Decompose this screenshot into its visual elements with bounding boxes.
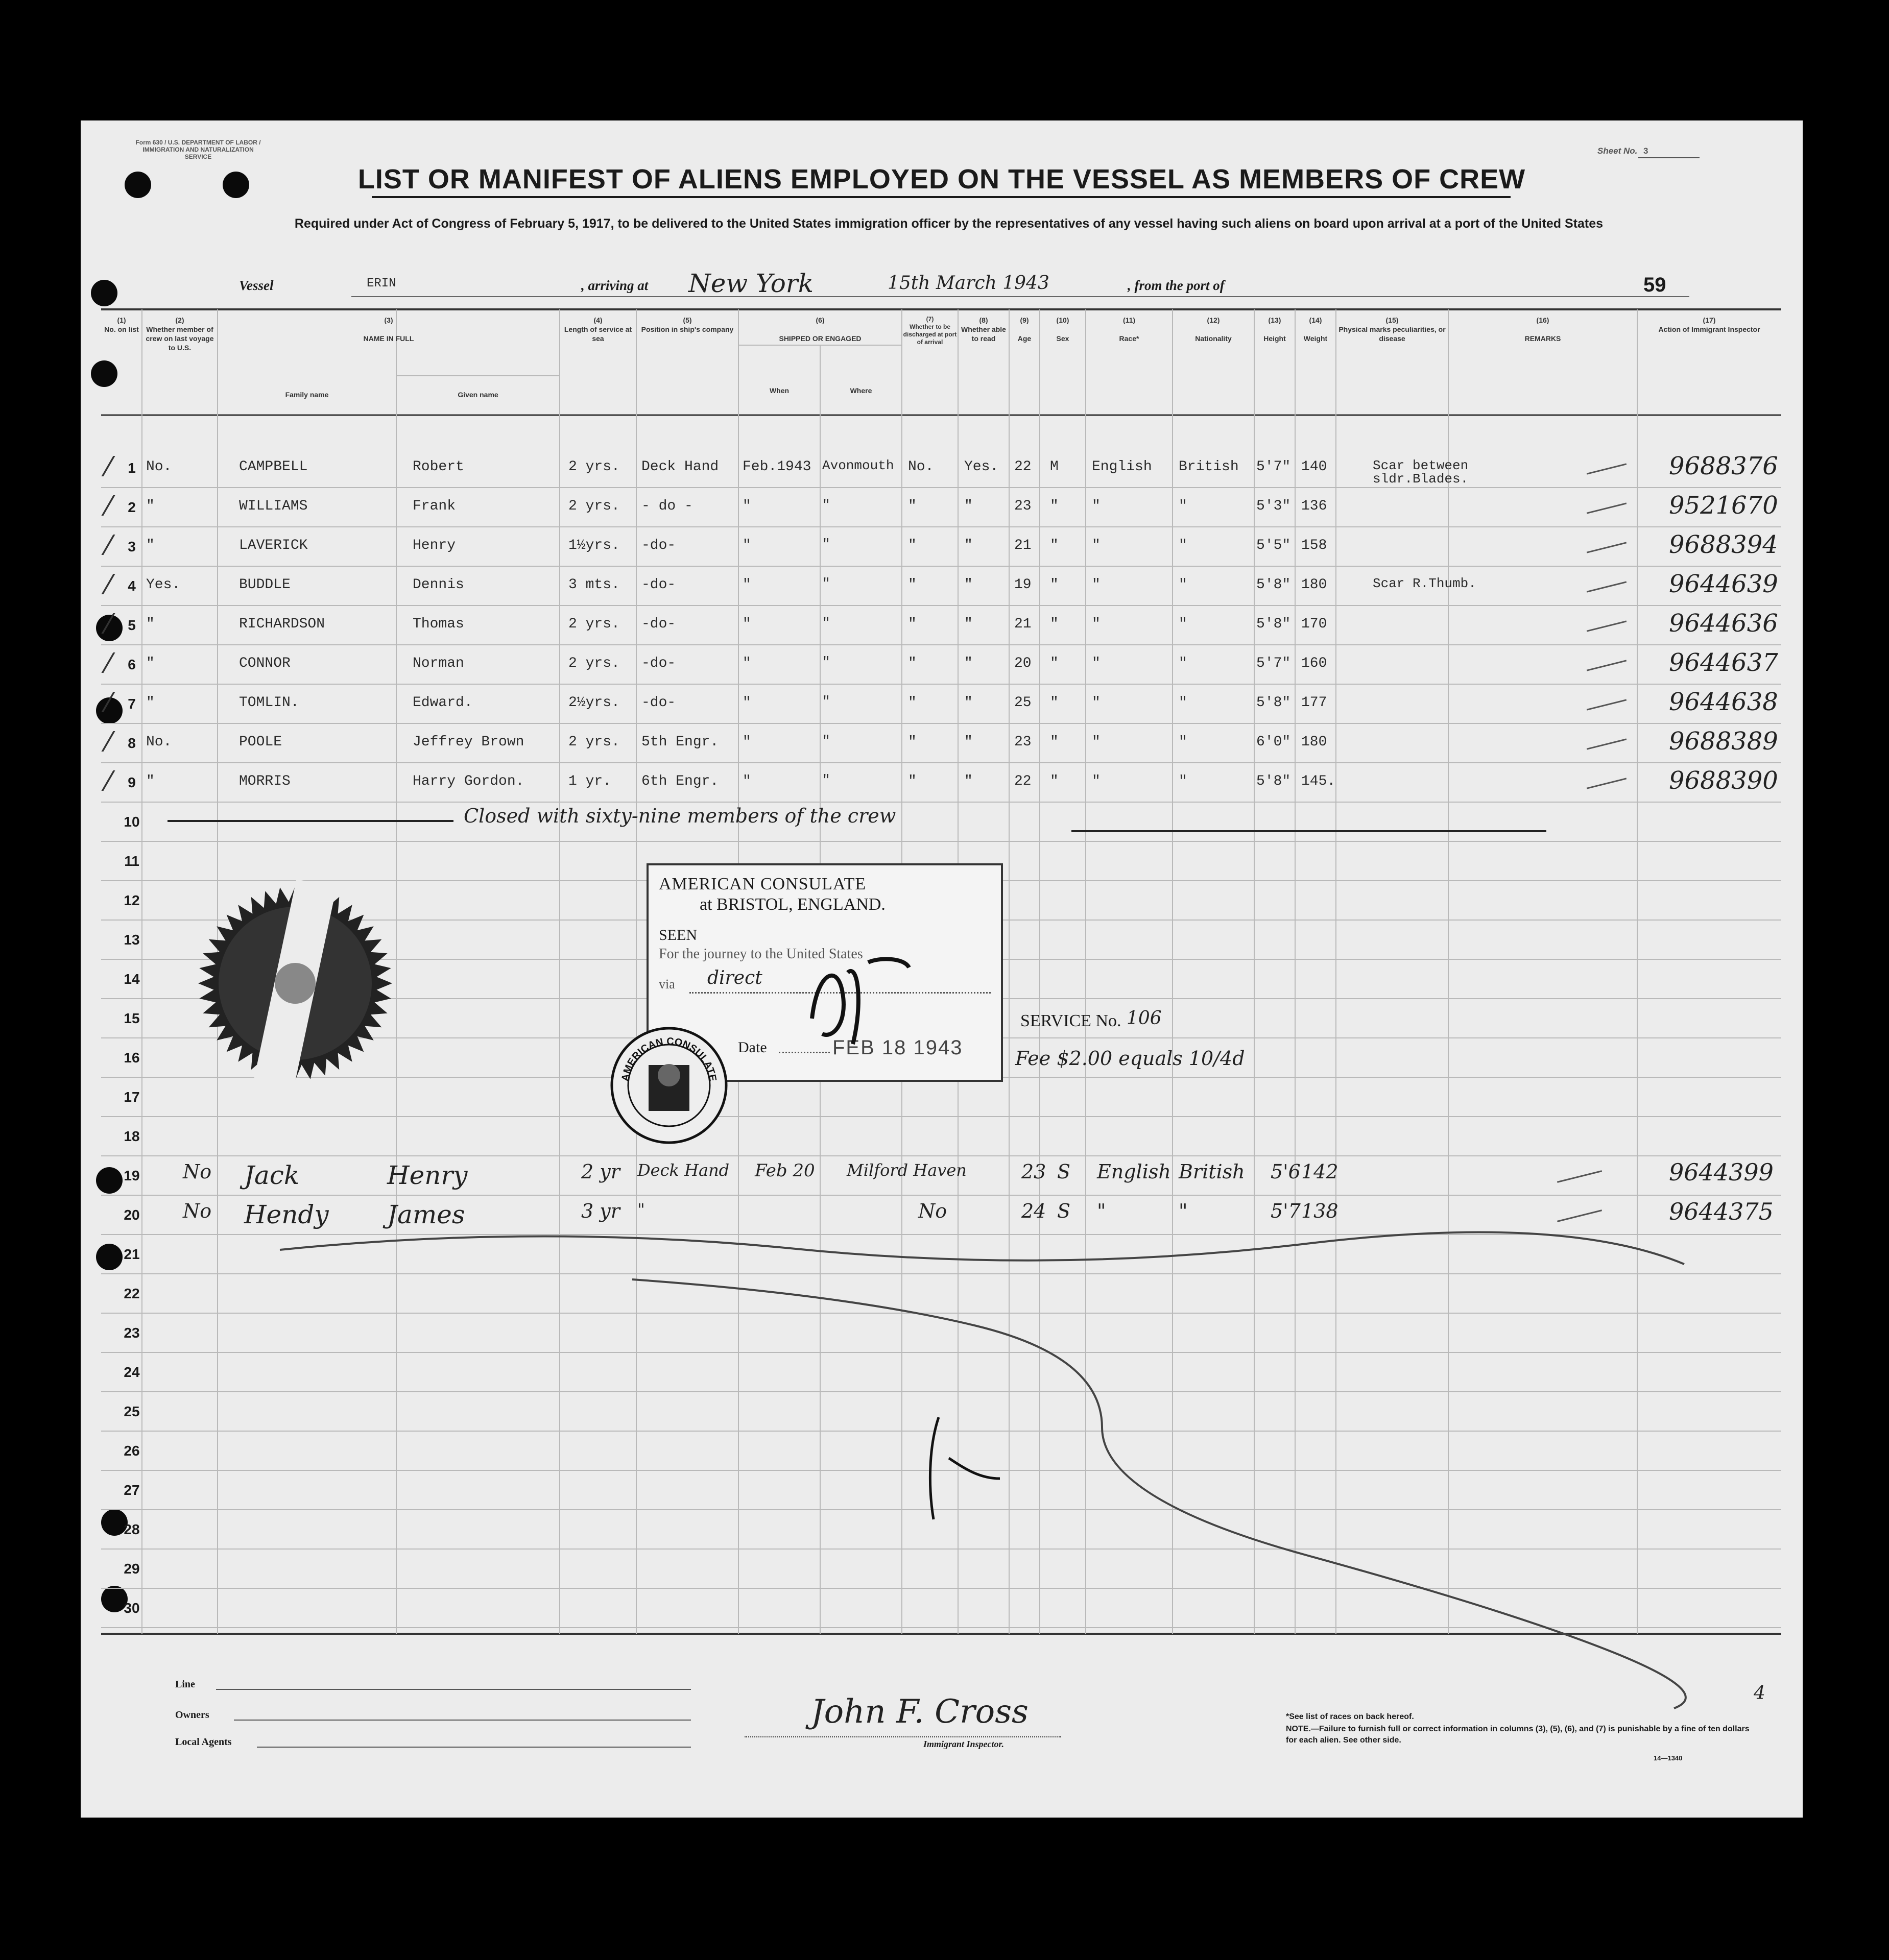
- row-number: 9: [128, 775, 136, 790]
- row-number: 25: [124, 1404, 140, 1419]
- cell-family: CONNOR: [239, 656, 291, 671]
- cell-height: 5'7": [1256, 459, 1291, 475]
- cell-where: ": [822, 497, 830, 513]
- inspector-action-number: 9521670: [1669, 491, 1778, 520]
- inspector-action-number: 9688389: [1669, 727, 1778, 756]
- inspector-action-number: 9688394: [1669, 530, 1778, 559]
- cell-sex: ": [1050, 773, 1059, 789]
- cell-position: -do-: [641, 577, 676, 593]
- vessel-label: Vessel: [239, 278, 274, 293]
- cell-when: ": [743, 616, 751, 632]
- col-header-when: When: [769, 386, 790, 395]
- cell-position: -do-: [641, 656, 676, 671]
- arrival-date: 15th March 1943: [888, 273, 1049, 294]
- cell-given: Frank: [413, 498, 456, 514]
- cell-family: BUDDLE: [239, 577, 291, 593]
- cell-position: -do-: [641, 616, 676, 632]
- cell-when: Feb.1943: [743, 459, 811, 475]
- col-header-race: (11) Race*: [1119, 316, 1139, 343]
- row-number: 30: [124, 1600, 140, 1616]
- cell-age: 21: [1014, 616, 1032, 632]
- cell-when: ": [743, 538, 751, 553]
- cell-service: 2 yrs.: [568, 656, 620, 671]
- col-header-family-name: Family name: [285, 391, 329, 399]
- from-port-label: , from the port of: [1128, 278, 1225, 293]
- col-header-number: (1) No. on list: [104, 316, 139, 333]
- row-number: 15: [124, 1010, 140, 1026]
- cell-sex: ": [1050, 656, 1059, 671]
- cell-service: 2½yrs.: [568, 695, 620, 711]
- cell-weight: 160: [1301, 656, 1327, 671]
- cell-given: Henry: [387, 1160, 468, 1190]
- cell-where: ": [822, 733, 830, 748]
- col-header-previous-voyage: (2) Whether member of crew on last voyage to U.S.: [146, 316, 214, 352]
- inspector-action-number: 9644639: [1669, 570, 1778, 598]
- cell-family: MORRIS: [239, 773, 291, 789]
- cell-given: James: [387, 1200, 465, 1229]
- footer-agents-rule: [257, 1747, 691, 1748]
- cell-given: Dennis: [413, 577, 464, 593]
- page-number: 59: [1643, 274, 1666, 296]
- consulate-journey: For the journey to the United States: [659, 946, 863, 962]
- cell-position: -do-: [641, 538, 676, 553]
- cell-nationality: ": [1179, 773, 1187, 789]
- inspector-action-number: 9644637: [1669, 648, 1778, 677]
- inspector-label: Immigrant Inspector.: [923, 1739, 1005, 1749]
- cell-prev: ": [146, 695, 155, 711]
- cell-sex: S: [1057, 1200, 1071, 1222]
- note-label: NOTE.: [1286, 1725, 1311, 1733]
- col-header-name: (3) NAME IN FULL: [363, 316, 414, 343]
- cell-when: ": [743, 695, 751, 711]
- cell-age: 20: [1014, 656, 1032, 671]
- cell-discharged: No: [918, 1200, 947, 1222]
- cell-read: ": [964, 734, 973, 750]
- page-title: LIST OR MANIFEST OF ALIENS EMPLOYED ON THE VESSEL AS MEMBERS OF CREW: [357, 164, 1526, 195]
- footer-line-rule: [216, 1689, 691, 1690]
- cell-nationality: ": [1179, 656, 1187, 671]
- row-number: 13: [124, 932, 140, 948]
- cell-family: Hendy: [244, 1200, 329, 1229]
- row-number: 16: [124, 1050, 140, 1066]
- cell-read: ": [964, 773, 973, 789]
- cell-weight: 142: [1301, 1160, 1338, 1183]
- arriving-label: , arriving at: [581, 278, 649, 293]
- cell-given: Harry Gordon.: [413, 773, 524, 789]
- initials-mark: [930, 1417, 1000, 1519]
- cell-race: ": [1092, 577, 1101, 593]
- cell-when: ": [743, 773, 751, 789]
- col-header-service-length: (4) Length of service at sea: [564, 316, 632, 343]
- row-number: 17: [124, 1089, 140, 1105]
- cell-prev: No.: [146, 459, 172, 475]
- cell-read: ": [964, 616, 973, 632]
- cell-race: ": [1092, 498, 1101, 514]
- row-number: 24: [124, 1364, 140, 1380]
- row-number: 11: [124, 853, 139, 869]
- cell-sex: ": [1050, 577, 1059, 593]
- cell-where: Avonmouth: [822, 458, 894, 473]
- cell-weight: 180: [1301, 734, 1327, 750]
- cell-discharged: No.: [908, 459, 934, 475]
- consulate-date-value: FEB 18 1943: [832, 1036, 963, 1059]
- row-number: 5: [128, 617, 136, 633]
- consulate-seen: SEEN: [659, 927, 697, 943]
- cell-age: 22: [1014, 773, 1032, 789]
- cell-nationality: ": [1179, 1200, 1188, 1222]
- row-number: 7: [128, 696, 136, 712]
- inspector-action-number: 9688376: [1669, 452, 1778, 480]
- cell-family: RICHARDSON: [239, 616, 325, 632]
- row-number: 27: [124, 1482, 140, 1498]
- col-header-physical-marks: (15) Physical marks peculiarities, or disease: [1338, 316, 1446, 343]
- cell-marks: Scar between sldr.Blades.: [1373, 458, 1469, 487]
- cell-race: ": [1092, 695, 1101, 711]
- cell-height: 5'8": [1256, 695, 1291, 711]
- cell-race: ": [1092, 773, 1101, 789]
- closing-line: Closed with sixty-nine members of the crew: [464, 805, 896, 827]
- cancel-strike-lines: [81, 120, 1803, 1818]
- cell-weight: 177: [1301, 695, 1327, 711]
- cell-service: 1 yr.: [568, 773, 612, 789]
- footer-owners-rule: [234, 1720, 691, 1721]
- col-header-read: (8) Whether able to read: [961, 316, 1006, 343]
- footer-agents-label: Local Agents: [175, 1736, 232, 1748]
- cell-age: 23: [1014, 734, 1032, 750]
- cell-age: 21: [1014, 538, 1032, 553]
- cell-prev: No: [183, 1160, 212, 1183]
- col-header-height: (13) Height: [1263, 316, 1286, 343]
- row-number: 4: [128, 578, 136, 594]
- cell-height: 5'8": [1256, 616, 1291, 632]
- cell-discharged: ": [908, 538, 917, 553]
- page-subtitle: Required under Act of Congress of February 5, 1917, to be delivered to the United States immigration officer by the representatives of any vessel having such aliens on board upon arrival at a port of the United States: [294, 216, 1604, 231]
- cell-service: 2 yr: [581, 1160, 620, 1183]
- cell-discharged: ": [908, 773, 917, 789]
- cell-weight: 180: [1301, 577, 1327, 593]
- cell-sex: ": [1050, 695, 1059, 711]
- cell-prev: ": [146, 498, 155, 514]
- cell-position: 5th Engr.: [641, 734, 719, 750]
- cell-family: CAMPBELL: [239, 459, 308, 475]
- cell-weight: 145.: [1301, 773, 1336, 789]
- cell-age: 25: [1014, 695, 1032, 711]
- row-number: 18: [124, 1128, 140, 1144]
- cell-position: Deck Hand: [641, 459, 719, 475]
- cell-race: ": [1092, 616, 1101, 632]
- inspector-action-number: 9644375: [1669, 1198, 1774, 1225]
- cell-race: English: [1097, 1160, 1171, 1183]
- inspector-action-number: 9688390: [1669, 766, 1778, 795]
- row-number: 3: [128, 539, 136, 554]
- cell-race: ": [1092, 538, 1101, 553]
- cell-read: ": [964, 577, 973, 593]
- cell-read: ": [964, 656, 973, 671]
- row-number: 23: [124, 1325, 140, 1341]
- cell-sex: S: [1057, 1160, 1071, 1183]
- cell-prev: Yes.: [146, 577, 181, 593]
- row-number: 29: [124, 1561, 140, 1577]
- cell-height: 5'8": [1256, 773, 1291, 789]
- manifest-sheet: [81, 120, 1803, 1818]
- cell-age: 24: [1021, 1200, 1046, 1222]
- cell-given: Edward.: [413, 695, 473, 711]
- inspector-signature: John F. Cross: [811, 1693, 1029, 1731]
- service-no-value: 106: [1127, 1008, 1162, 1029]
- vessel-name: ERIN: [367, 277, 396, 291]
- row-number: 1: [128, 460, 136, 476]
- cell-nationality: ": [1179, 616, 1187, 632]
- cell-discharged: ": [908, 734, 917, 750]
- cell-weight: 140: [1301, 459, 1327, 475]
- cell-nationality: British: [1179, 1160, 1245, 1183]
- cell-nationality: ": [1179, 498, 1187, 514]
- col-header-position: (5) Position in ship's company: [641, 316, 734, 333]
- seal-text: AMERICAN CONSULATE: [619, 1035, 719, 1082]
- cell-age: 22: [1014, 459, 1032, 475]
- cell-age: 19: [1014, 577, 1032, 593]
- cell-read: ": [964, 538, 973, 553]
- cell-when: ": [743, 734, 751, 750]
- consulate-via-label: via: [659, 977, 675, 991]
- cell-nationality: ": [1179, 538, 1187, 553]
- footer-owners-label: Owners: [175, 1709, 209, 1721]
- cell-where: ": [822, 694, 830, 709]
- cell-height: 5'6: [1271, 1160, 1301, 1183]
- cell-prev: ": [146, 656, 155, 671]
- col-header-inspector-action: (17) Action of Immigrant Inspector: [1658, 316, 1760, 333]
- sheet-no-value: 3: [1643, 146, 1648, 156]
- consulate-line2: at BRISTOL, ENGLAND.: [700, 895, 886, 914]
- cell-service: 2 yrs.: [568, 459, 620, 475]
- cell-family: WILLIAMS: [239, 498, 308, 514]
- col-header-sex: (10) Sex: [1056, 316, 1069, 343]
- cell-when: Feb 20: [755, 1160, 815, 1181]
- col-header-weight: (14) Weight: [1303, 316, 1328, 343]
- inspector-rule: [745, 1736, 1061, 1737]
- row-number: 22: [124, 1286, 140, 1301]
- cell-sex: ": [1050, 734, 1059, 750]
- fee-note: Fee $2.00 equals 10/4d: [1015, 1047, 1245, 1070]
- note-text: —Failure to furnish full or correct information in columns (3), (5), (6), and (7) is punishable by a fine of ten dollars for each alien. See other side.: [1286, 1725, 1750, 1745]
- cell-family: POOLE: [239, 734, 282, 750]
- cell-service: 3 mts.: [568, 577, 620, 593]
- cell-prev: No: [183, 1200, 212, 1222]
- form-corner-info: Form 630 / U.S. DEPARTMENT OF LABOR / IMMIGRATION AND NATURALIZATION SERVICE: [135, 139, 261, 160]
- cell-height: 5'5": [1256, 538, 1291, 553]
- col-header-discharged: (7) Whether to be discharged at port of arrival: [903, 316, 957, 346]
- cell-age: 23: [1014, 498, 1032, 514]
- col-header-age: (9) Age: [1017, 316, 1032, 343]
- cell-where: ": [822, 537, 830, 552]
- cell-discharged: ": [908, 577, 917, 593]
- row-number: 28: [124, 1521, 140, 1537]
- cell-sex: ": [1050, 616, 1059, 632]
- cell-service: 2 yrs.: [568, 498, 620, 514]
- inspector-action-number: 9644636: [1669, 609, 1778, 638]
- cell-service: 1½yrs.: [568, 538, 620, 553]
- cell-weight: 158: [1301, 538, 1327, 553]
- sheet-no-label: Sheet No.: [1597, 146, 1638, 156]
- cell-given: Henry: [413, 538, 456, 553]
- cell-height: 5'3": [1256, 498, 1291, 514]
- row-number: 8: [128, 735, 136, 751]
- cell-read: ": [964, 498, 973, 514]
- cell-marks: Scar R.Thumb.: [1373, 576, 1476, 591]
- cell-sex: ": [1050, 538, 1059, 553]
- service-no-label: SERVICE No.: [1020, 1011, 1121, 1030]
- cell-when: ": [743, 577, 751, 593]
- cell-race: ": [1097, 1200, 1106, 1222]
- cell-height: 5'7": [1256, 656, 1291, 671]
- row-number: 26: [124, 1443, 140, 1459]
- cell-read: ": [964, 695, 973, 711]
- row-number: 19: [124, 1168, 140, 1183]
- cell-when: ": [743, 498, 751, 514]
- cell-race: English: [1092, 459, 1152, 475]
- cell-nationality: ": [1179, 695, 1187, 711]
- cell-position: -do-: [641, 695, 676, 711]
- cell-given: Jeffrey Brown: [413, 734, 524, 750]
- cell-race: ": [1092, 734, 1101, 750]
- row-number: 20: [124, 1207, 140, 1223]
- cell-prev: ": [146, 773, 155, 789]
- cell-where: ": [822, 576, 830, 591]
- cell-height: 6'0": [1256, 734, 1291, 750]
- col-header-remarks: (16) REMARKS: [1524, 316, 1561, 343]
- cell-family: TOMLIN.: [239, 695, 299, 711]
- cell-position: 6th Engr.: [641, 773, 719, 789]
- cell-weight: 170: [1301, 616, 1327, 632]
- consulate-line1: AMERICAN CONSULATE: [659, 875, 867, 893]
- cell-discharged: ": [908, 695, 917, 711]
- consulate-date-label: Date: [738, 1039, 767, 1056]
- cell-prev: ": [146, 538, 155, 553]
- cell-race: ": [1092, 656, 1101, 671]
- page-mark: 4: [1754, 1683, 1765, 1704]
- cell-given: Thomas: [413, 616, 464, 632]
- inspector-action-number: 9644399: [1669, 1158, 1774, 1186]
- col-header-where: Where: [850, 386, 872, 395]
- cell-family: LAVERICK: [239, 538, 308, 553]
- row-number: 14: [124, 971, 140, 987]
- cell-discharged: ": [908, 656, 917, 671]
- cell-nationality: ": [1179, 577, 1187, 593]
- cell-when: ": [743, 656, 751, 671]
- cell-discharged: ": [908, 616, 917, 632]
- cell-where: Milford Haven: [847, 1160, 967, 1180]
- cell-service: 3 yr: [581, 1200, 620, 1222]
- cell-where: ": [822, 615, 830, 631]
- row-number: 10: [124, 814, 140, 830]
- form-code: 14—1340: [1654, 1754, 1683, 1762]
- col-header-given-name: Given name: [458, 391, 498, 399]
- cell-given: Robert: [413, 459, 464, 475]
- row-number: 12: [124, 892, 140, 908]
- cell-position: - do -: [641, 498, 693, 514]
- cell-nationality: British: [1179, 459, 1239, 475]
- cell-height: 5'8": [1256, 577, 1291, 593]
- cell-prev: No.: [146, 734, 172, 750]
- cell-given: Norman: [413, 656, 464, 671]
- cell-weight: 136: [1301, 498, 1327, 514]
- inspector-action-number: 9644638: [1669, 688, 1778, 716]
- cell-where: ": [822, 772, 830, 788]
- cell-sex: M: [1050, 459, 1059, 475]
- cell-discharged: ": [908, 498, 917, 514]
- cell-age: 23: [1021, 1160, 1046, 1183]
- col-header-nationality: (12) Nationality: [1195, 316, 1232, 343]
- cell-sex: ": [1050, 498, 1059, 514]
- cell-position: ": [637, 1200, 645, 1219]
- consulate-via-value: direct: [707, 967, 762, 988]
- row-number: 6: [128, 657, 136, 672]
- cell-nationality: ": [1179, 734, 1187, 750]
- row-number: 21: [124, 1246, 140, 1262]
- cell-where: ": [822, 655, 830, 670]
- arriving-port: New York: [688, 269, 814, 298]
- cell-height: 5'7: [1271, 1200, 1301, 1222]
- cell-service: 2 yrs.: [568, 734, 620, 750]
- cell-read: Yes.: [964, 459, 999, 475]
- cell-prev: ": [146, 616, 155, 632]
- note-block: [1286, 1724, 1756, 1746]
- cell-position: Deck Hand: [637, 1160, 730, 1180]
- row-number: 2: [128, 499, 136, 515]
- col-header-shipped: (6) SHIPPED OR ENGAGED: [779, 316, 862, 343]
- cell-family: Jack: [244, 1160, 300, 1190]
- note-race: *See list of races on back hereof.: [1286, 1712, 1414, 1721]
- footer-line-label: Line: [175, 1679, 195, 1690]
- cell-weight: 138: [1301, 1200, 1338, 1222]
- cell-service: 2 yrs.: [568, 616, 620, 632]
